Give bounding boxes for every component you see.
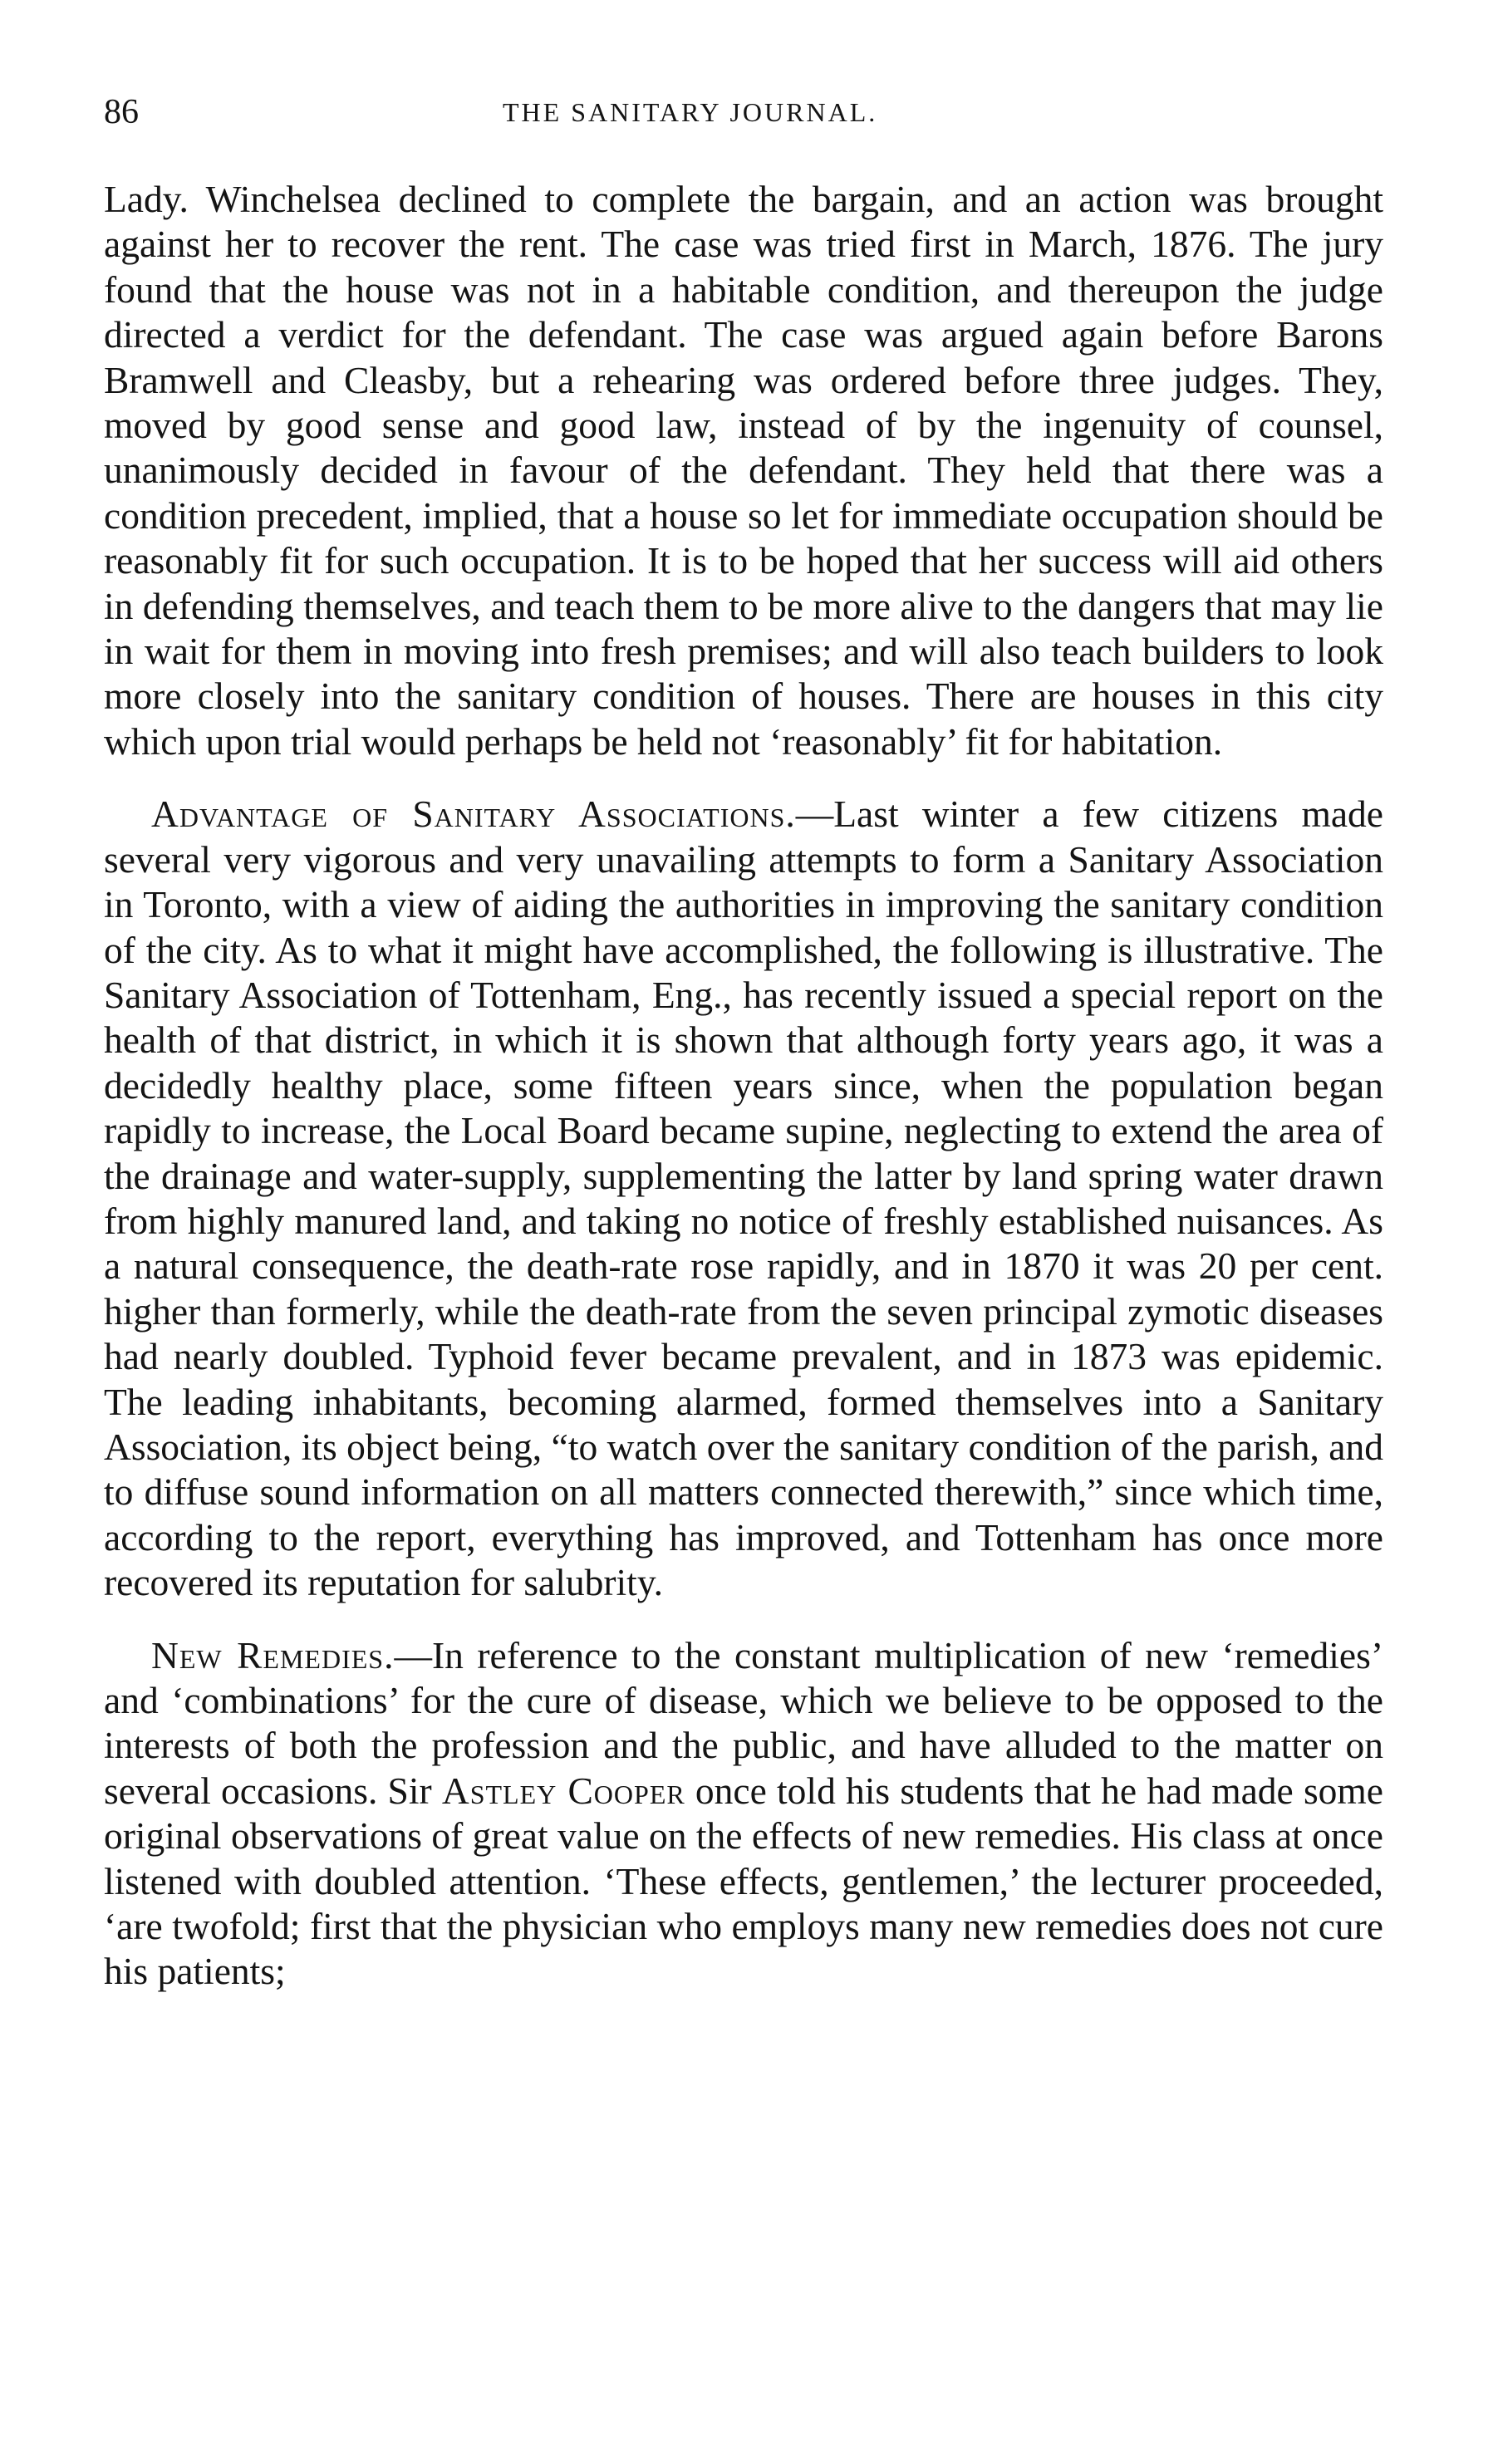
paragraph-winchelsea-case: [104, 177, 1383, 764]
paragraph-text: —Last winter a few citizens made several very vigorous and very unavailing attempts to form a Sanitary Association in Toronto, with a view of aiding the authorities in improving the sanitary condition of the city. As to what it might have accomplished, the following is illustrative. The Sanitary Association of Tottenham, Eng., has recently issued a special report on the health of that district, in which it is shown that although forty years ago, it was a decidedly healthy place, some fifteen years since, when the population began rapidly to increase, the Local Board became supine, neglecting to extend the area of the drainage and water-supply, supplementing the latter by land spring water drawn from highly manured land, and taking no notice of freshly established nuisances. As a natural consequence, the death-rate rose rapidly, and in 1870 it was 20 per cent. higher than formerly, while the death-rate from the seven principal zymotic diseases had nearly doubled. Typhoid fever became prevalent, and in 1873 was epidemic. The leading inhabitants, becoming alarmed, formed themselves into a Sanitary Association, its object being, “to watch over the sanitary condition of the parish, and to diffuse sound information on all matters connected therewith,” since which time, according to the report, everything has improved, and Tottenham has once more recovered its reputation for salubrity.: [104, 793, 1383, 1604]
paragraph-new-remedies: [104, 1633, 1383, 1995]
section-heading: New Remedies.: [151, 1633, 395, 1676]
running-head: [104, 79, 1383, 137]
journal-title: THE SANITARY JOURNAL.: [503, 97, 878, 127]
paragraph-text: Lady. Winchelsea declined to complete the bargain, and an action was brought against her to recover the rent. The case was tried first in March, 1876. The jury found that the house was not in a habitable condition, and thereupon the judge directed a verdict for the defendant. The case was argued again before Barons Bramwell and Cleasby, but a rehearing was ordered before three judges. They, moved by good sense and good law, instead of by the ingenuity of counsel, unanimously decided in favour of the defendant. They held that there was a condition precedent, implied, that a house so let for immediate occupation should be reasonably fit for such occupation. It is to be hoped that her success will aid others in defending themselves, and teach them to be more alive to the dangers that may lie in wait for them in moving into fresh premises; and will also teach builders to look more closely into the sanitary condition of houses. There are houses in this city which upon trial would perhaps be held not ‘reasonably’ fit for habitation.: [104, 178, 1383, 763]
page-number: 86: [104, 93, 139, 131]
book-page: [104, 79, 1383, 2022]
person-name: Astley Cooper: [441, 1769, 685, 1812]
paragraph-text: once told his students that he had made some original observations of great value on the effects of new remedies. His class at once listened with doubled attention. ‘These effects, gentlemen,’ the lecturer proceeded, ‘are twofold; first that the physician who employs many new remedies does not cure his patients;: [104, 1769, 1383, 1993]
body-text: [104, 177, 1383, 1995]
paragraph-sanitary-associations: [104, 792, 1383, 1605]
section-heading: Advantage of Sanitary Associations.: [151, 793, 796, 836]
paragraph-text: —In reference to the constant multiplication of new ‘remedies’ and ‘combinations’ for the cure of disease, which we believe to be opposed to the interests of both the profession and the public, and have alluded to the matter on several occasions. Sir: [104, 1633, 1383, 1812]
